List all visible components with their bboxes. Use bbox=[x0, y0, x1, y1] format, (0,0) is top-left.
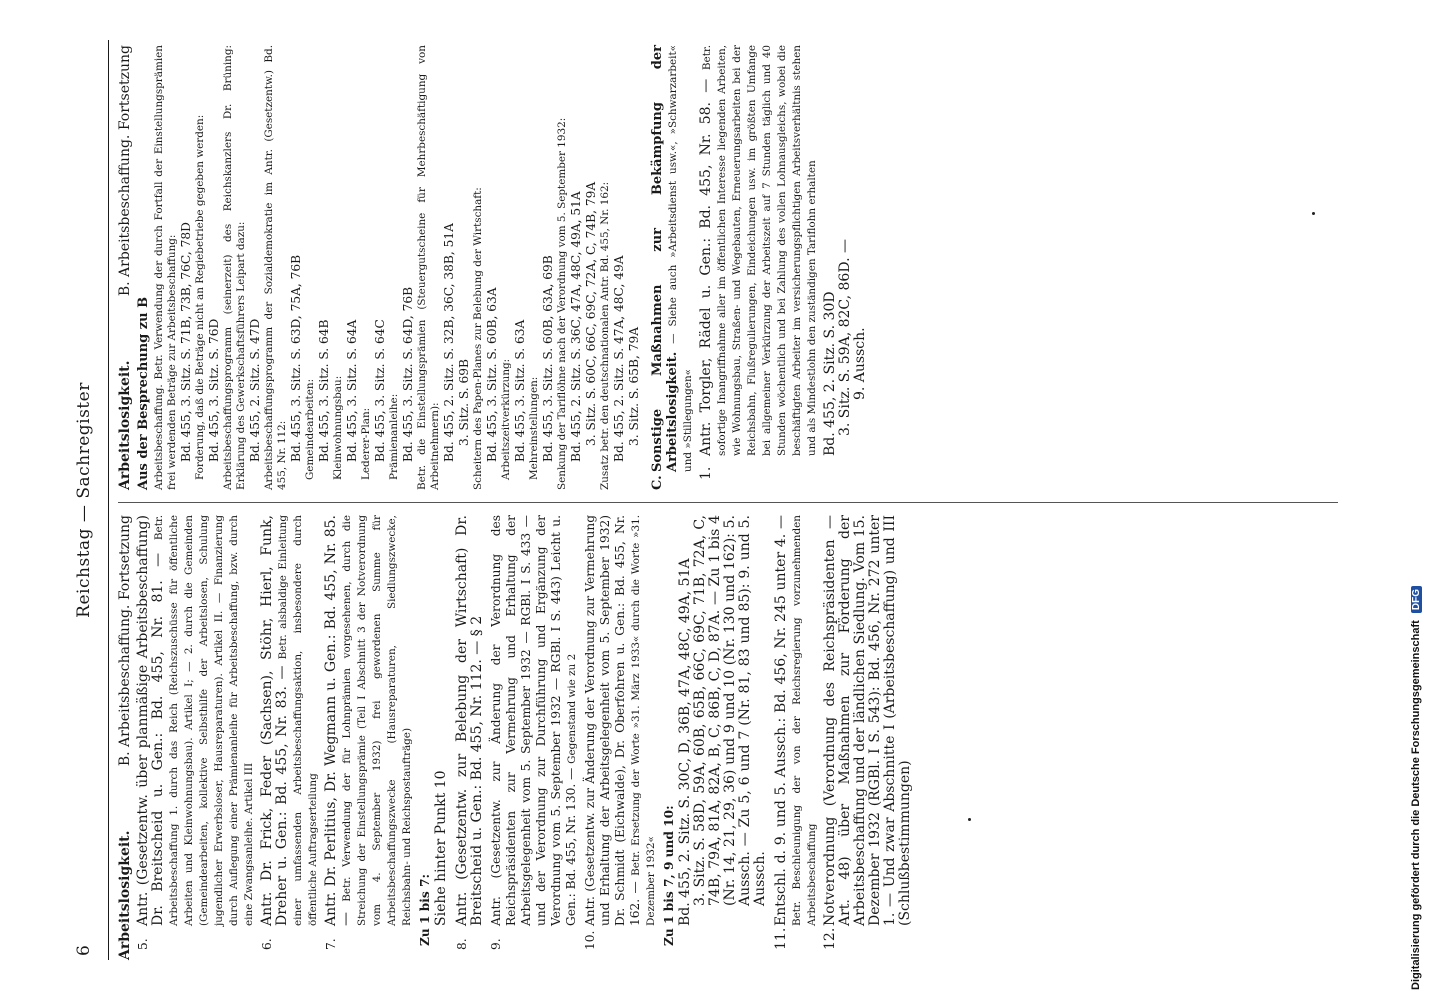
topic-reference: Bd. 455, 3. Sitz. S. 63D, 75A, 76B bbox=[289, 254, 303, 462]
entry-main: Antr. (Gesetzentw. zur Änderung der Verordnung zur Vermehrung und Erhaltung der Arbeitsgelegenheit vom 5. September 1932) Dr. Schmidt (Eichwalde), Dr. Oberfohren u. Gen.: Bd. 455, Nr. 162. — bbox=[583, 515, 642, 926]
page-title: Reichstag — Sachregister bbox=[74, 382, 94, 618]
topic: Prämienanleihe: bbox=[388, 393, 400, 480]
topic: Senkung der Tariflöhne nach der Verordnung vom 5. September 1932: bbox=[556, 117, 568, 490]
topic: Lederer-Plan: bbox=[360, 407, 372, 480]
subheading-1-10: Zu 1 bis 7, 9 und 10: bbox=[662, 805, 676, 946]
entry-11 bbox=[774, 515, 819, 960]
topic-reference: 3. Sitz. S. 65B, 79A bbox=[627, 326, 641, 446]
entry-main: Antr. (Gesetzentw. zur Belebung der Wirtschaft) Dr. Breitscheid u. Gen.: Bd. 455, Nr. 112. — § 2 bbox=[454, 515, 485, 926]
topic: Mehreinstellungen: bbox=[528, 376, 540, 480]
entry-number: 11. bbox=[773, 927, 789, 950]
topic: Zusatz betr. den deutschnationalen Antr. Bd. 455, Nr. 162: bbox=[599, 181, 611, 490]
right-column bbox=[118, 45, 868, 490]
topic-reference: Bd. 455, 3. Sitz. S. 60B, 63A bbox=[485, 287, 499, 462]
section-title: Arbeitslosigkeit. bbox=[117, 360, 133, 490]
entry-number: 8. bbox=[455, 938, 469, 950]
topic: Arbeitsbeschaffung. Betr. Verwendung der durch Fortfall der Einstellungsprämien frei werdenden Beträge zur Arbeitsbeschaffung: bbox=[153, 45, 178, 490]
section-c-title: Sonstige Maßnahmen zur Bekämpfung der Arbeitslosigkeit. bbox=[650, 45, 680, 472]
topic: Arbeitsbeschaffungsprogramm (seinerzeit) des Reichskanzlers Dr. Brüning: Erklärung des Gewerkschaftsführers Leipart dazu: bbox=[222, 45, 247, 490]
topic: Betr. die Einstellungsprämien (Steuergutscheine für Mehrbeschäftigung von Arbeitnehmern): bbox=[416, 45, 441, 490]
entry-detail: Betr. Verwendung der für Lohnprämien vorgesehenen, durch die Streichung der Einstellungsprämie (Teil I Abschnitt 3 der Notverordnung vom 4. September 1932) frei gewordenen Summe für Arbeitsbeschaffungszwecke (Hausreparaturen, Siedlungszwecke, Reichsbahn- und Reichspostaufträge) bbox=[341, 514, 413, 926]
topic-reference: Bd. 455, 3. Sitz. S. 71B, 73B, 76C, 78D bbox=[179, 222, 193, 462]
dfg-logo: DFG bbox=[1411, 586, 1422, 613]
topic-reference: Bd. 455, 3. Sitz. S. 76D bbox=[207, 318, 221, 462]
entry-number: 9. bbox=[489, 938, 503, 950]
entry-8 bbox=[455, 515, 485, 960]
entry-12 bbox=[823, 515, 913, 960]
section-letter: C. bbox=[650, 475, 665, 490]
topic-reference: Bd. 455, 2. Sitz. S. 36C, 47A, 48C, 49A, 51A bbox=[569, 191, 583, 462]
entry-main: Notverordnung (Verordnung des Reichspräsidenten — Art. 48) über Maßnahmen zur Förderung der Arbeitsbeschaffung und der ländlichen Siedlung. Vom 15. Dezember 1932 (RGBl. I S. 543): Bd. 456, Nr. 272 unter 1. — Und zwar Abschnitte I (Arbeitsbeschaffung) und III (Schlußbestimmungen) bbox=[822, 515, 913, 926]
reference-line: 9. Aussch. bbox=[852, 327, 868, 400]
section-continuation: B. Arbeitsbeschaffung. Fortsetzung bbox=[117, 515, 133, 767]
entry-detail: Betr. Ersetzung der Worte »31. März 1933« durch die Worte »31. Dezember 1932« bbox=[630, 514, 657, 926]
entry-number: 1. bbox=[698, 466, 714, 480]
topic-reference: Bd. 455, 2. Sitz. S. 32B, 36C, 38B, 51A bbox=[442, 223, 456, 462]
entry-number: 10. bbox=[583, 930, 597, 950]
entry-main: Antr. Torgler, Rädel u. Gen.: Bd. 455, Nr. 58. — bbox=[698, 78, 714, 456]
funding-note bbox=[1410, 586, 1422, 990]
entry-number: 12. bbox=[822, 927, 838, 950]
topic-reference: Bd. 455, 3. Sitz. S. 64C bbox=[373, 319, 387, 462]
topic-reference: Bd. 455, 3. Sitz. S. 60B, 63A, 69B bbox=[541, 255, 555, 462]
column-divider bbox=[118, 502, 1338, 503]
scan-speck bbox=[1312, 212, 1315, 215]
reference-line: 3. Sitz. S. 59A, 82C, 86D. — bbox=[837, 239, 853, 436]
topic-reference: Bd. 455, 3. Sitz. S. 64B bbox=[317, 319, 331, 462]
reference-line: Bd. 455, 2. Sitz. S. 30C, D, 36B, 47A, 48C, 49A, 51A bbox=[677, 558, 693, 926]
entry-c1 bbox=[699, 45, 819, 490]
entry-main: Antr. (Gesetzentw. zur Änderung der Verordnung des Reichspräsidenten zur Vermehrung und Erhaltung der Arbeitsgelegenheit vom 5. September 1932 — RGBl. I S. 433 — und der Verordnung zur Durchführung und Ergänzung der Verordnung vom 5. September 1932 — RGBl. I S. 443) Leicht u. Gen.: Bd. 455, Nr. 130. — bbox=[489, 515, 578, 926]
topic-reference: 3. Sitz. S. 60C, 66C, 69C, 72A, C, 74B, 79A bbox=[584, 181, 598, 446]
cross-reference: Siehe hinter Punkt 10 bbox=[433, 770, 449, 926]
topic-reference: Bd. 455, 3. Sitz. S. 63A bbox=[513, 319, 527, 462]
entry-main: Antr. (Gesetzentw. über planmäßige Arbeitsbeschaffung) Dr. Breitscheid u. Gen.: Bd. 455, Nr. 81. — bbox=[135, 515, 166, 926]
entry-number: 5. bbox=[136, 938, 150, 950]
topic: Kleinwohnungsbau: bbox=[332, 375, 344, 480]
topic: Arbeitsbeschaffungsprogramm der Sozialdemokratie im Antr. (Gesetzentw.) Bd. 455, Nr. 112: bbox=[263, 45, 288, 490]
page-header bbox=[70, 40, 100, 960]
entry-main: Antr. Dr. Perlitius, Dr. Wegmann u. Gen.: Bd. 455, Nr. 85. — bbox=[323, 515, 354, 926]
header-rule bbox=[108, 40, 109, 960]
left-column bbox=[118, 515, 917, 960]
reference-line: 3. Sitz. S. 58D, 59A, 60B, 65B, 66C, 69C, 71B, 72A, C, 74B, 79A, 81A, 82A, B, C, 86B, C, D, 87A. — Zu 1 bis 4 (Nr. 14, 21, 29, 36) und 9 und 10 (Nr. 130 und 162): 5. Aussch. — Zu 5, 6 und 7 (Nr. 81, 83 und 85): 9. und 5. Aussch. bbox=[692, 515, 768, 906]
topic: Arbeitszeitverkürzung: bbox=[500, 358, 512, 480]
reference-line: Bd. 455, 2. Sitz. S. 30D bbox=[822, 291, 838, 456]
subheading-1-7: Zu 1 bis 7: bbox=[418, 874, 432, 946]
entry-detail: Betr. Arbeitsbeschaffung 1. durch das Reich (Reichszuschüsse für öffentliche Arbeiten und Kleinwohnungsbau). Artikel I; — 2. durch die Gemeinden (Gemeindearbeiten, kollektive Selbsthilfe der Arbeitslosen, Schulung jugendlicher Erwerbsloser, Hausreparaturen). Artikel II. — Finanzierung durch Auflegung einer Prämienanleihe für Arbeitsbeschaffung, bzw. durch eine Zwangsanleihe. Artikel III bbox=[153, 515, 255, 926]
topic-reference: Bd. 455, 2. Sitz. S. 47D bbox=[248, 318, 262, 462]
funding-text: Digitalisierung gefördert durch die Deutsche Forschungsgemeinschaft bbox=[1410, 620, 1422, 990]
entry-detail: Betr. sofortige Inangriffnahme aller im öffentlichen Interesse liegenden Arbeiten, wie Wohnungsbau, Straßen- und Wegebauten, Erneuerungsarbeiten bei der Reichsbahn, Flußregulierungen, Eindeichungen usw. im größten Umfange bei allgemeiner Verkürzung der Arbeitszeit auf 7 Stunden täglich und 40 Stunden wöchentlich und bei Zahlung des vollen Lohnausgleichs, wobei die beschäftigten Arbeiter im versicherungspflichtigen Arbeitsverhältnis stehen und als Mindestlohn den zuständigen Tariflohn erhalten bbox=[701, 44, 818, 456]
topic-reference: Bd. 455, 2. Sitz. S. 47A, 48C, 49A bbox=[612, 255, 626, 462]
scan-speck bbox=[968, 818, 971, 821]
section-c-heading bbox=[650, 45, 695, 490]
entry-detail: Betr. Beschleunigung der von der Reichsregierung vorzunehmenden Arbeitsbeschaffung bbox=[791, 515, 818, 926]
entry-number: 7. bbox=[324, 938, 338, 950]
entry-6 bbox=[260, 515, 320, 960]
topic: Gemeindearbeiten: bbox=[304, 378, 316, 480]
right-section-heading bbox=[118, 45, 133, 490]
section-c-see-also: — Siehe auch »Arbeitsdienst usw.«, »Schwarzarbeit« und »Stillegungen« bbox=[667, 45, 694, 472]
entry-number: 6. bbox=[260, 938, 274, 950]
entry-main: Entschl. d. 9. und 5. Aussch.: Bd. 456, Nr. 245 unter 4. — bbox=[773, 515, 789, 926]
entry-9 bbox=[489, 515, 579, 960]
entry-10 bbox=[583, 515, 658, 960]
entry-7 bbox=[324, 515, 414, 960]
section-continuation: B. Arbeitsbeschaffung. Fortsetzung bbox=[117, 45, 133, 297]
topic-reference: Bd. 455, 3. Sitz. S. 64D, 76B bbox=[401, 286, 415, 462]
discussion-heading: Aus der Besprechung zu B bbox=[136, 296, 151, 490]
topic-reference: Bd. 455, 3. Sitz. S. 64A bbox=[345, 319, 359, 462]
page-number: 6 bbox=[74, 945, 94, 956]
entry-detail: Gegenstand wie zu 2 bbox=[566, 653, 578, 764]
left-section-heading bbox=[118, 515, 133, 960]
topic: Forderung, daß die Beträge nicht an Regiebetriebe gegeben werden: bbox=[194, 114, 206, 480]
entry-detail: Betr. alsbaldige Einleitung einer umfassenden Arbeitsbeschaffungsaktion, insbesondere durch öffentliche Auftragserteilung bbox=[277, 515, 319, 926]
rotated-page bbox=[70, 40, 1340, 960]
section-title: Arbeitslosigkeit. bbox=[117, 830, 133, 960]
topic: Scheitern des Papen-Planes zur Belebung der Wirtschaft: bbox=[472, 187, 484, 490]
entry-main: Antr. Dr. Frick, Feder (Sachsen), Stöhr, Hierl, Funk, Dreher u. Gen.: Bd. 455, Nr. 83. — bbox=[259, 515, 290, 926]
topic-reference: 3. Sitz. S. 69B bbox=[457, 359, 471, 446]
entry-5 bbox=[136, 515, 256, 960]
